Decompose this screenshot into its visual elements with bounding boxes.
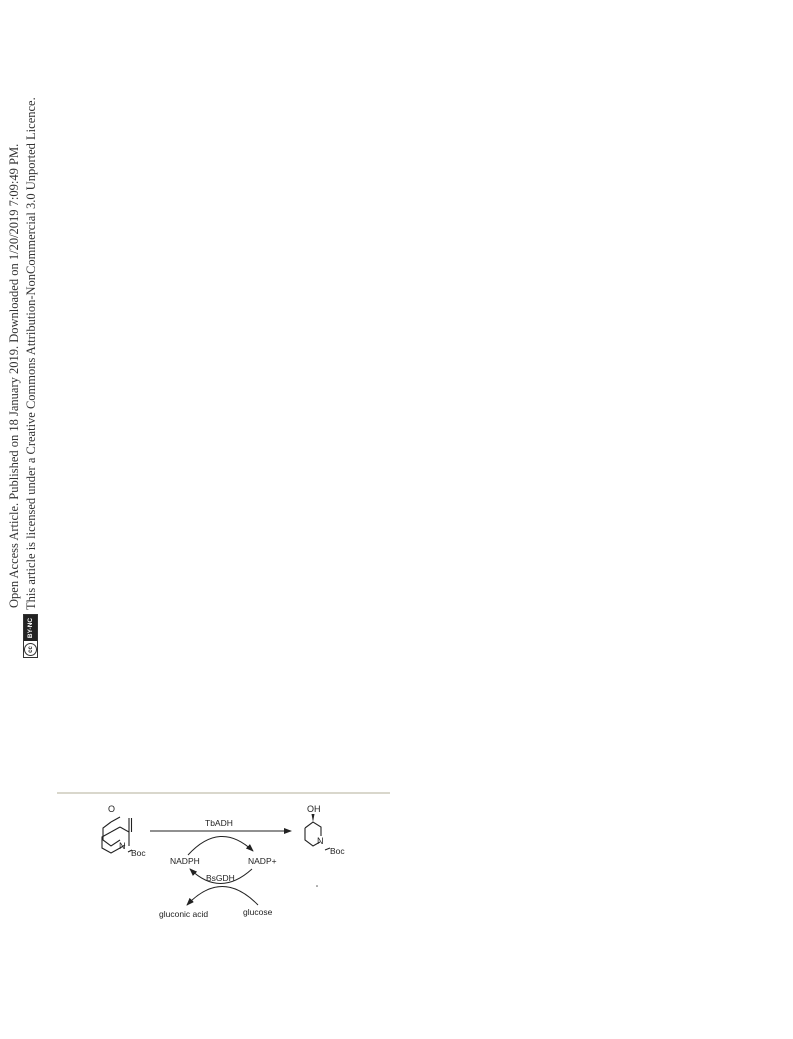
license-notice: This article is licensed under a Creative Commons Attribution-NonCommercial 3.0 Unported Licence.: [24, 97, 38, 610]
substrate-boc-label: Boc: [131, 848, 146, 858]
nadp-plus-label: NADP+: [248, 856, 277, 866]
enzyme-tbadh-label: TbADH: [205, 818, 233, 828]
product-boc-label: Boc: [330, 846, 345, 856]
product-nitrogen-label: N: [317, 836, 324, 846]
glucose-label: glucose: [243, 907, 273, 917]
publication-notice: Open Access Article. Published on 18 January 2019. Downloaded on 1/20/2019 7:09:49 PM.: [7, 143, 21, 608]
glucose-oxidation-arc: [187, 887, 258, 906]
product-hydroxyl-label: OH: [307, 804, 321, 814]
scan-speck: [316, 885, 318, 887]
substrate-oxygen-label: O: [108, 804, 116, 814]
nadph-label: NADPH: [170, 856, 200, 866]
cofactor-cycle-arc: [188, 836, 253, 855]
enzyme-bsgdh-label: BsGDH: [206, 873, 235, 883]
gluconic-acid-label: gluconic acid: [159, 909, 209, 919]
substrate-structure: [102, 818, 132, 853]
cc-badge-text: BY-NC: [24, 615, 37, 641]
substrate-nitrogen-label: N: [119, 841, 126, 851]
cc-logo-icon: cc: [24, 643, 37, 656]
